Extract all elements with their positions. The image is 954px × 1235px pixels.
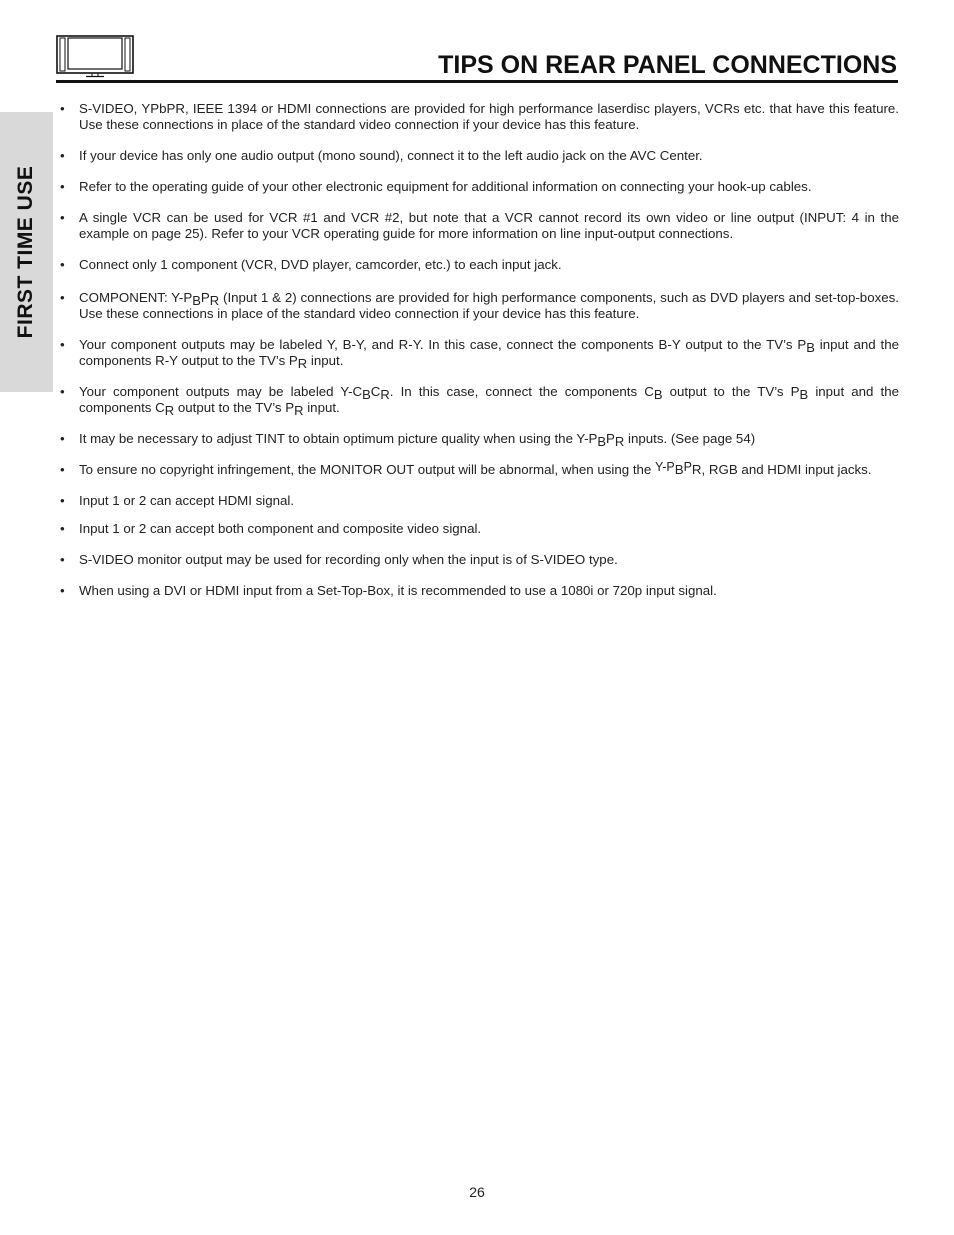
tip-item bbox=[60, 148, 899, 164]
raised-text: P bbox=[683, 460, 692, 474]
subscript-text: R bbox=[614, 434, 625, 449]
tip-text: It may be necessary to adjust TINT to obtain optimum picture quality when using the Y-P bbox=[79, 431, 598, 446]
bullet-dot: • bbox=[60, 290, 65, 305]
subscript-text: B bbox=[799, 387, 809, 402]
tip-item bbox=[60, 521, 899, 537]
tip-text: . In this case, connect the components C bbox=[389, 384, 654, 399]
tip-item bbox=[60, 552, 899, 568]
bullet-dot: • bbox=[60, 384, 65, 399]
tip-item bbox=[60, 101, 899, 133]
tip-text: B bbox=[674, 462, 684, 477]
bullet-dot: • bbox=[60, 521, 65, 536]
tip-text: output to the TV’s P bbox=[174, 400, 295, 415]
subscript-text: R bbox=[380, 387, 390, 402]
tip-text: COMPONENT: Y-P bbox=[79, 290, 193, 305]
subscript-text: R bbox=[164, 403, 175, 418]
tip-text: C bbox=[370, 384, 381, 399]
subscript-text: R bbox=[294, 403, 304, 418]
subscript-text: R bbox=[297, 356, 308, 371]
tip-text: input. bbox=[307, 353, 344, 368]
bullet-dot: • bbox=[60, 552, 65, 567]
bullet-dot: • bbox=[60, 148, 65, 163]
tip-text: Input 1 or 2 can accept both component and composite video signal. bbox=[79, 521, 482, 536]
tip-text: Your component outputs may be labeled Y-C bbox=[79, 384, 363, 399]
tip-text: Input 1 or 2 can accept HDMI signal. bbox=[79, 493, 295, 508]
tip-text: (Input 1 & 2) connections are provided for high performance components, such as DVD players and set-top-boxes. Use these connections in place of the standard video connection if your device has this feature. bbox=[79, 290, 899, 321]
tip-text: Connect only 1 component (VCR, DVD player, camcorder, etc.) to each input jack. bbox=[79, 257, 562, 272]
bullet-dot: • bbox=[60, 493, 65, 508]
tip-text: P bbox=[606, 431, 615, 446]
subscript-text: B bbox=[597, 434, 607, 449]
subscript-text: R bbox=[209, 293, 220, 308]
bullet-dot: • bbox=[60, 210, 65, 225]
subscript-text: B bbox=[806, 340, 815, 355]
tip-item bbox=[60, 431, 899, 447]
tip-text: Refer to the operating guide of your other electronic equipment for additional information on connecting your hook-up cables. bbox=[79, 179, 812, 194]
bullet-dot: • bbox=[60, 431, 65, 446]
page-number: 26 bbox=[469, 1184, 485, 1200]
tip-text: When using a DVI or HDMI input from a Set-Top-Box, it is recommended to use a 1080i or 720p input signal. bbox=[79, 583, 717, 598]
tip-text: If your device has only one audio output (mono sound), connect it to the left audio jack on the AVC Center. bbox=[79, 148, 703, 163]
tip-text: input and the components C bbox=[79, 384, 900, 415]
tips-list bbox=[60, 101, 899, 599]
tip-item bbox=[60, 337, 899, 369]
tip-text: S-VIDEO monitor output may be used for recording only when the input is of S-VIDEO type. bbox=[79, 552, 618, 567]
section-tab-label: FIRST TIME USE bbox=[14, 165, 37, 339]
tip-text: P bbox=[200, 290, 210, 305]
bullet-dot: • bbox=[60, 337, 65, 352]
tip-text: A single VCR can be used for VCR #1 and VCR #2, but note that a VCR cannot record its own video or line output (INPUT: 4 in the example on page 25). Refer to your VCR operating guide for more information on line input-output connections. bbox=[79, 210, 899, 241]
tip-text: Your component outputs may be labeled Y, B-Y, and R-Y. In this case, connect the components B-Y output to the TV’s P bbox=[79, 337, 807, 352]
tip-text: input and the components R-Y output to the TV’s P bbox=[79, 337, 899, 368]
raised-text: Y-P bbox=[655, 460, 675, 474]
tip-item bbox=[60, 462, 899, 478]
tip-text: , RGB and HDMI input jacks. bbox=[701, 462, 872, 477]
tip-item bbox=[60, 257, 899, 273]
tip-item bbox=[60, 210, 899, 242]
header-divider bbox=[56, 80, 898, 83]
bullet-dot: • bbox=[60, 583, 65, 598]
subscript-text: B bbox=[653, 387, 663, 402]
tip-text: To ensure no copyright infringement, the MONITOR OUT output will be abnormal, when using the bbox=[79, 462, 655, 477]
subscript-text: B bbox=[362, 387, 371, 402]
tip-text: input. bbox=[303, 400, 340, 415]
tip-item bbox=[60, 583, 899, 599]
tip-text: output to the TV’s P bbox=[662, 384, 800, 399]
tip-item bbox=[60, 493, 899, 509]
tip-text: R bbox=[691, 462, 702, 477]
tip-item bbox=[60, 179, 899, 195]
tip-text: inputs. (See page 54) bbox=[624, 431, 756, 446]
subscript-text: B bbox=[192, 293, 201, 308]
tip-item bbox=[60, 384, 899, 416]
tip-item bbox=[60, 290, 899, 322]
bullet-dot: • bbox=[60, 101, 65, 116]
page-title: TIPS ON REAR PANEL CONNECTIONS bbox=[438, 51, 897, 79]
tip-text: S-VIDEO, YPbPR, IEEE 1394 or HDMI connections are provided for high performance laserdisc players, VCRs etc. that have this feature. Use these connections in place of the standard video connection if your device has this feature. bbox=[79, 101, 899, 132]
bullet-dot: • bbox=[60, 257, 65, 272]
bullet-dot: • bbox=[60, 179, 65, 194]
tv-icon bbox=[56, 34, 134, 78]
bullet-dot: • bbox=[60, 462, 65, 477]
